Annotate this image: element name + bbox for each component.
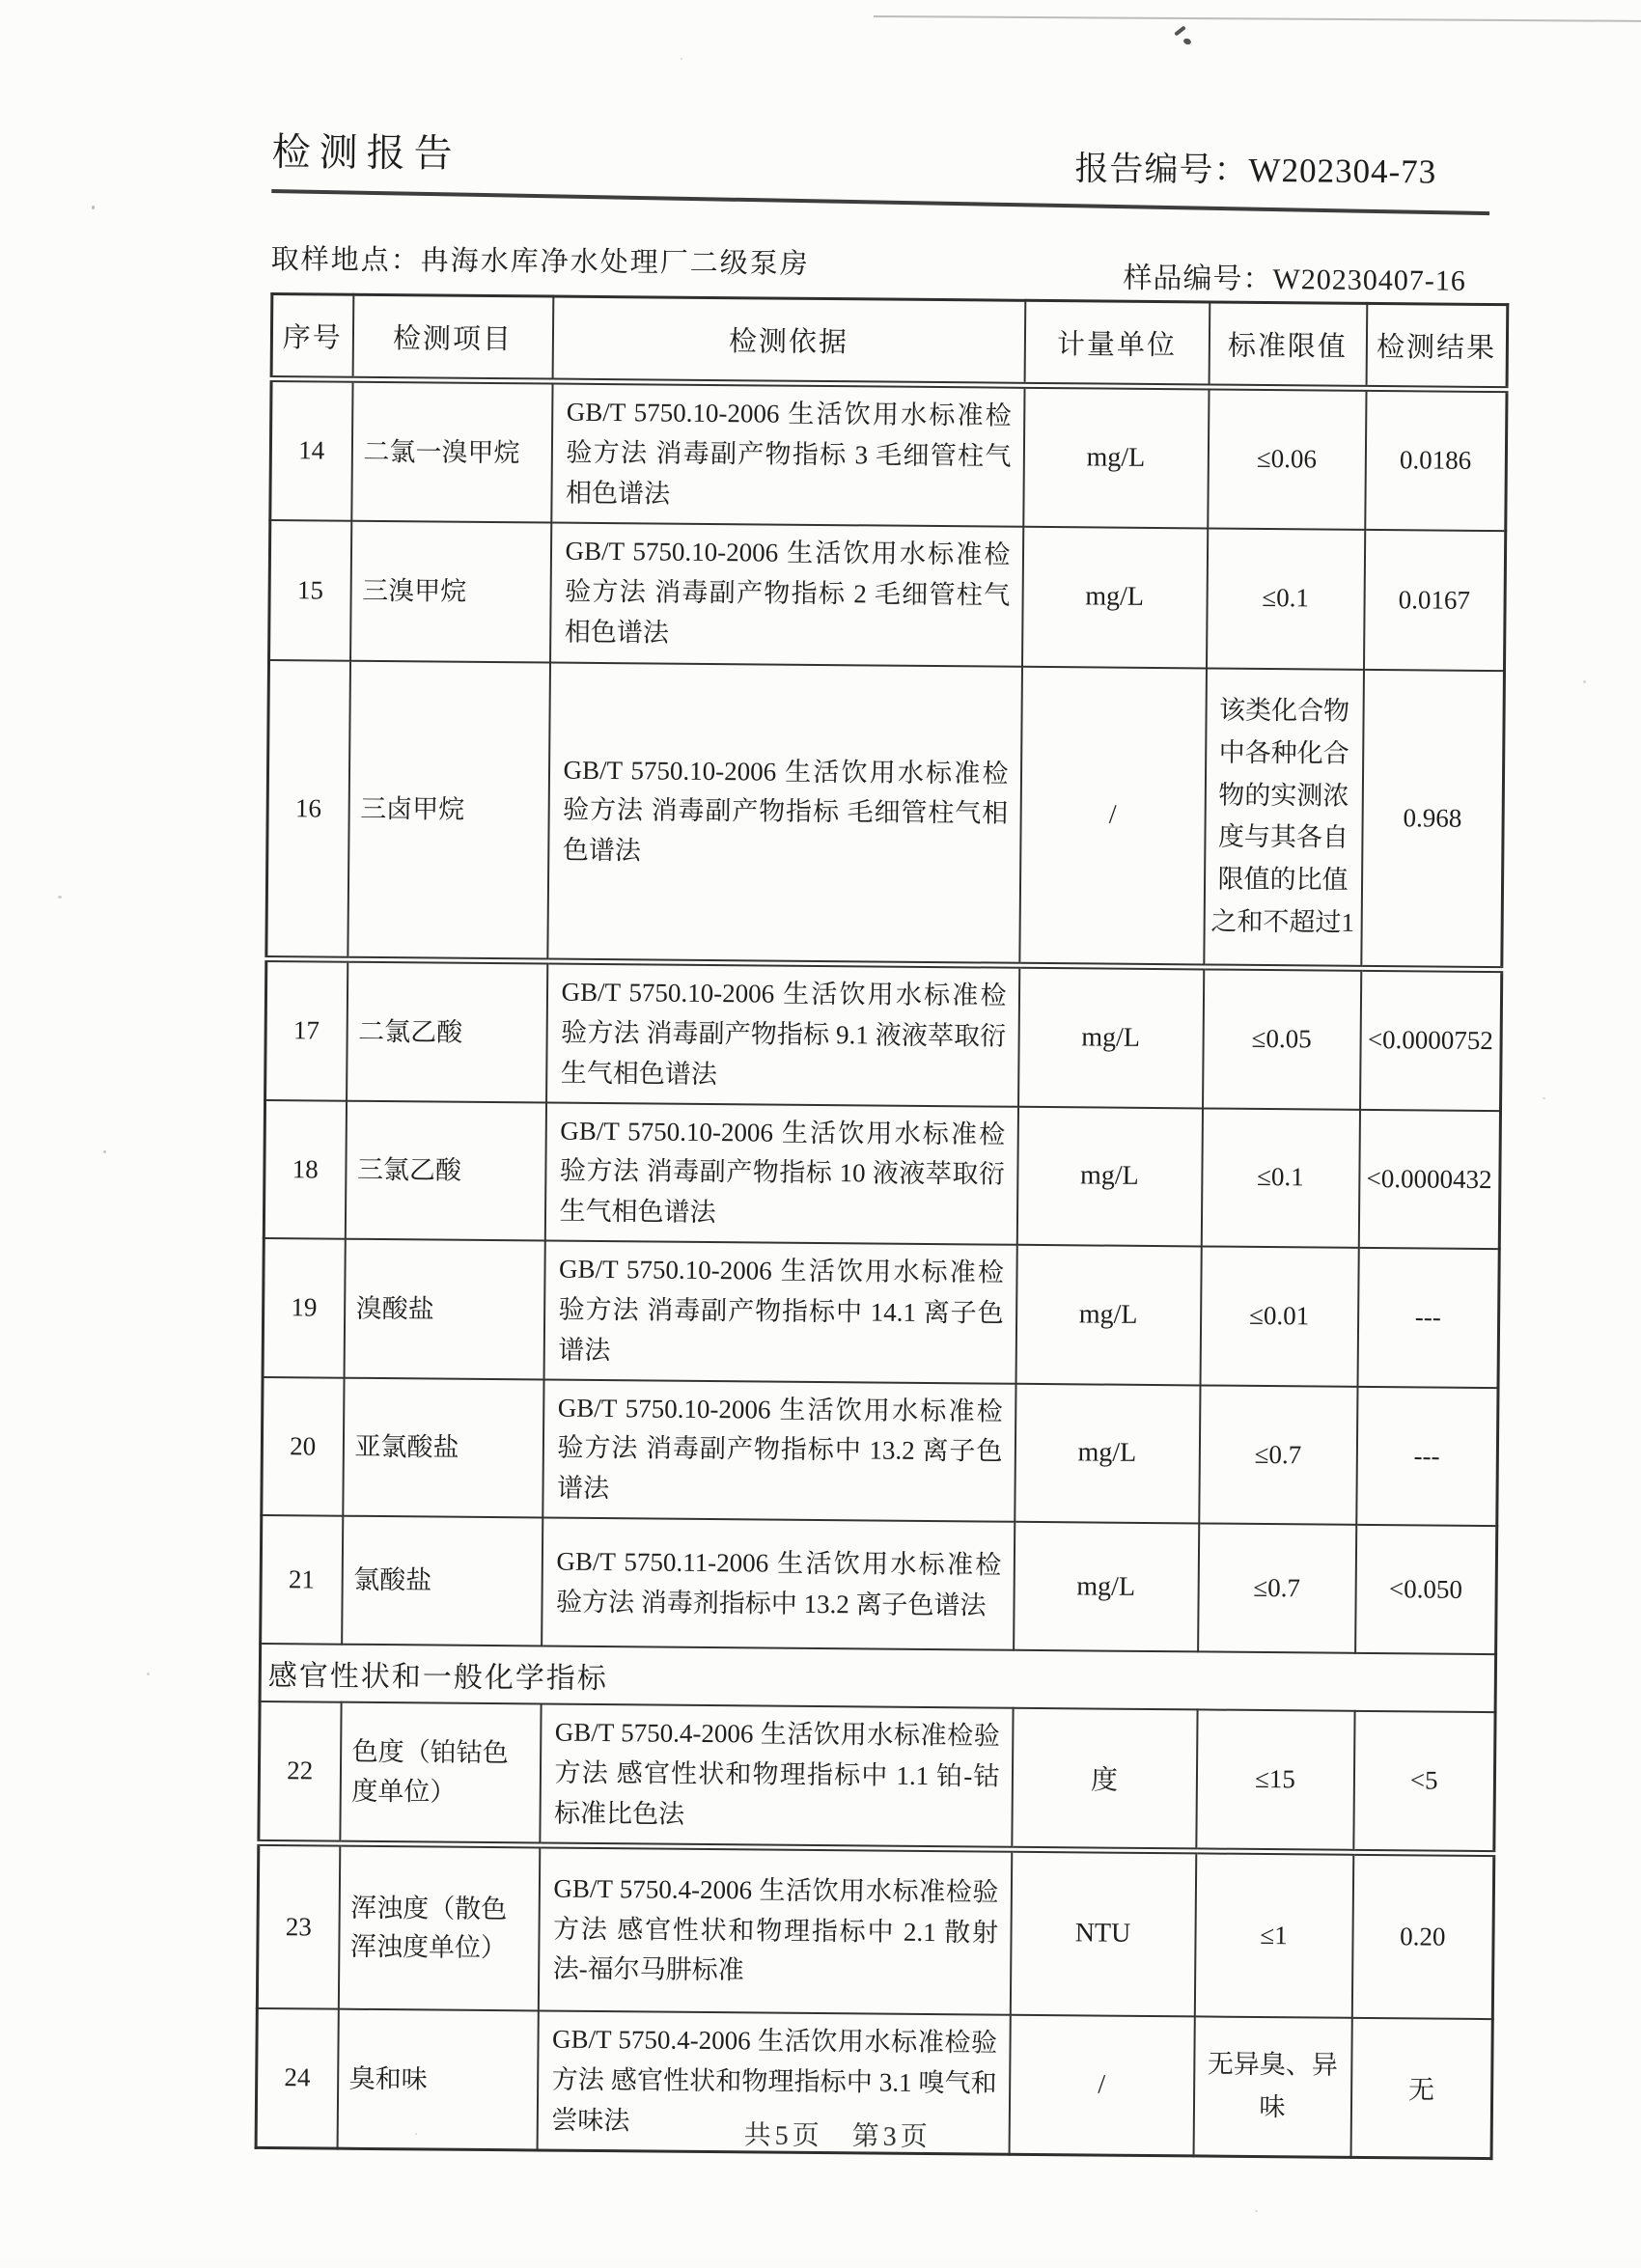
table-row bbox=[269, 520, 1506, 671]
cell-unit: mg/L bbox=[1023, 385, 1209, 528]
cell-method: GB/T 5750.10-2006 生活饮用水标准检验方法 消毒副产物指标中 14.1 离子色谱法 bbox=[543, 1241, 1016, 1384]
sample-number-label: 样品编号： bbox=[1123, 262, 1273, 296]
sampling-site-label: 取样地点： bbox=[270, 243, 421, 277]
cell-unit: mg/L bbox=[1015, 1383, 1200, 1523]
header-limit: 标准限值 bbox=[1209, 302, 1367, 388]
cell-unit: NTU bbox=[1010, 1849, 1195, 2017]
cell-unit: / bbox=[1019, 666, 1207, 967]
cell-seq: 17 bbox=[265, 959, 348, 1101]
cell-item-name: 二氯一溴甲烷 bbox=[351, 379, 552, 522]
cell-unit: mg/L bbox=[1022, 526, 1208, 668]
cell-seq: 22 bbox=[259, 1701, 341, 1843]
cell-result: --- bbox=[1357, 1248, 1499, 1388]
cell-method: GB/T 5750.10-2006 生活饮用水标准检验方法 消毒副产物指标 毛细管柱气相色谱法 bbox=[547, 662, 1022, 965]
table-body bbox=[256, 378, 1507, 2158]
table-header bbox=[271, 294, 1508, 390]
footer-total-pages: 共5页 bbox=[743, 2120, 823, 2152]
cell-method: GB/T 5750.10-2006 生活饮用水标准检验方法 消毒副产物指标 3 毛细管柱气相色谱法 bbox=[551, 381, 1024, 526]
cell-item-name: 二氯乙酸 bbox=[347, 959, 547, 1102]
page-title: 检测报告 bbox=[271, 129, 461, 176]
sample-number-value: W20230407-16 bbox=[1272, 263, 1466, 297]
table-header-row bbox=[271, 294, 1508, 390]
cell-method: GB/T 5750.4-2006 生活饮用水标准检验方法 感官性状和物理指标中 2.1 散射法-福尔马肼标准 bbox=[538, 1845, 1011, 2015]
cell-method: GB/T 5750.4-2006 生活饮用水标准检验方法 感官性状和物理指标中 3.1 嗅气和尝味法 bbox=[537, 2011, 1010, 2154]
cell-limit: 该类化合物中各种化合物的实测浓度与其各自限值的比值之和不超过1 bbox=[1204, 668, 1364, 968]
cell-method: GB/T 5750.10-2006 生活饮用水标准检验方法 消毒副产物指标 9.1 液液萃取衍生气相色谱法 bbox=[546, 961, 1019, 1106]
cell-seq: 23 bbox=[257, 1842, 339, 2009]
header-item: 检测项目 bbox=[352, 294, 553, 381]
cell-unit: mg/L bbox=[1016, 1106, 1202, 1246]
cell-seq: 16 bbox=[266, 660, 350, 960]
cell-limit: ≤0.06 bbox=[1208, 387, 1366, 529]
report-number-label: 报告编号： bbox=[1074, 150, 1249, 189]
cell-result: 0.968 bbox=[1361, 669, 1505, 969]
report-number-line bbox=[1074, 142, 1436, 193]
table-row bbox=[265, 959, 1502, 1111]
cell-seq: 14 bbox=[270, 378, 352, 520]
header-divider bbox=[271, 189, 1489, 215]
table-row bbox=[270, 378, 1507, 530]
header-result: 检测结果 bbox=[1366, 303, 1508, 389]
cell-method: GB/T 5750.10-2006 生活饮用水标准检验方法 消毒副产物指标 2 毛细管柱气相色谱法 bbox=[550, 522, 1023, 666]
cell-result: <0.050 bbox=[1355, 1525, 1497, 1654]
cell-seq: 19 bbox=[263, 1238, 345, 1377]
cell-limit: ≤0.7 bbox=[1199, 1385, 1357, 1525]
table-row bbox=[263, 1238, 1499, 1388]
cell-item-name: 亚氯酸盐 bbox=[343, 1377, 543, 1517]
report-number-value: W202304-73 bbox=[1248, 151, 1437, 191]
cell-seq: 18 bbox=[264, 1100, 346, 1239]
table-row bbox=[262, 1377, 1498, 1527]
sampling-site-value: 冉海水库净水处理厂二级泵房 bbox=[420, 245, 810, 280]
cell-unit: / bbox=[1009, 2015, 1194, 2156]
cell-item-name: 臭和味 bbox=[337, 2009, 538, 2150]
cell-limit: ≤0.1 bbox=[1206, 528, 1364, 669]
cell-limit: ≤0.7 bbox=[1198, 1524, 1356, 1653]
cell-unit: 度 bbox=[1012, 1708, 1197, 1851]
cell-method: GB/T 5750.11-2006 生活饮用水标准检验方法 消毒剂指标中 13.2 离子色谱法 bbox=[542, 1518, 1015, 1650]
cell-unit: mg/L bbox=[1018, 965, 1204, 1108]
cell-item-name: 浑浊度（散色浑浊度单位） bbox=[338, 1843, 539, 2011]
header-seq: 序号 bbox=[271, 294, 353, 380]
cell-method: GB/T 5750.10-2006 生活饮用水标准检验方法 消毒副产物指标中 13.2 离子色谱法 bbox=[542, 1379, 1015, 1522]
cell-method: GB/T 5750.4-2006 生活饮用水标准检验方法 感官性状和物理指标中 1.1 铂-钴标准比色法 bbox=[540, 1704, 1013, 1849]
sampling-site-line bbox=[270, 237, 809, 282]
cell-result: <0.0000432 bbox=[1358, 1109, 1500, 1249]
table-row bbox=[261, 1515, 1497, 1654]
table-row bbox=[257, 1842, 1493, 2019]
cell-method: GB/T 5750.10-2006 生活饮用水标准检验方法 消毒副产物指标 10 液液萃取衍生气相色谱法 bbox=[544, 1102, 1017, 1245]
cell-limit: ≤1 bbox=[1194, 1851, 1352, 2018]
table-row bbox=[266, 660, 1505, 970]
cell-unit: mg/L bbox=[1015, 1245, 1201, 1385]
header-unit: 计量单位 bbox=[1024, 300, 1210, 387]
cell-limit: ≤15 bbox=[1196, 1710, 1354, 1852]
cell-unit: mg/L bbox=[1014, 1522, 1199, 1652]
cell-seq: 15 bbox=[269, 520, 351, 661]
test-results-table bbox=[255, 292, 1510, 2160]
cell-seq: 21 bbox=[261, 1515, 343, 1645]
section-header: 感官性状和一般化学指标 bbox=[260, 1644, 1495, 1712]
cell-result: 无 bbox=[1350, 2018, 1492, 2158]
cell-item-name: 色度（铂钴色度单位） bbox=[340, 1702, 541, 1845]
cell-result: <5 bbox=[1353, 1711, 1495, 1853]
cell-seq: 24 bbox=[256, 2008, 338, 2148]
cell-result: 0.0167 bbox=[1363, 529, 1505, 670]
cell-result: 0.0186 bbox=[1365, 388, 1507, 530]
cell-seq: 20 bbox=[262, 1377, 344, 1516]
table-row bbox=[264, 1100, 1500, 1250]
table-row bbox=[259, 1701, 1495, 1853]
cell-limit: ≤0.01 bbox=[1200, 1247, 1358, 1387]
cell-limit: ≤0.05 bbox=[1203, 967, 1361, 1109]
section-header-row bbox=[260, 1644, 1495, 1712]
cell-item-name: 溴酸盐 bbox=[344, 1239, 544, 1379]
header-method: 检测依据 bbox=[552, 296, 1025, 385]
cell-limit: 无异臭、异味 bbox=[1193, 2017, 1351, 2157]
cell-limit: ≤0.1 bbox=[1201, 1108, 1359, 1248]
cell-item-name: 三氯乙酸 bbox=[345, 1100, 545, 1240]
cell-result: --- bbox=[1356, 1386, 1498, 1526]
footer-current-page: 第3页 bbox=[851, 2121, 932, 2153]
cell-result: 0.20 bbox=[1351, 1852, 1493, 2019]
cell-item-name: 三卤甲烷 bbox=[348, 660, 550, 961]
sample-number-line bbox=[1123, 254, 1466, 299]
cell-item-name: 三溴甲烷 bbox=[350, 520, 551, 662]
cell-item-name: 氯酸盐 bbox=[342, 1516, 542, 1646]
cell-result: <0.0000752 bbox=[1360, 968, 1502, 1110]
